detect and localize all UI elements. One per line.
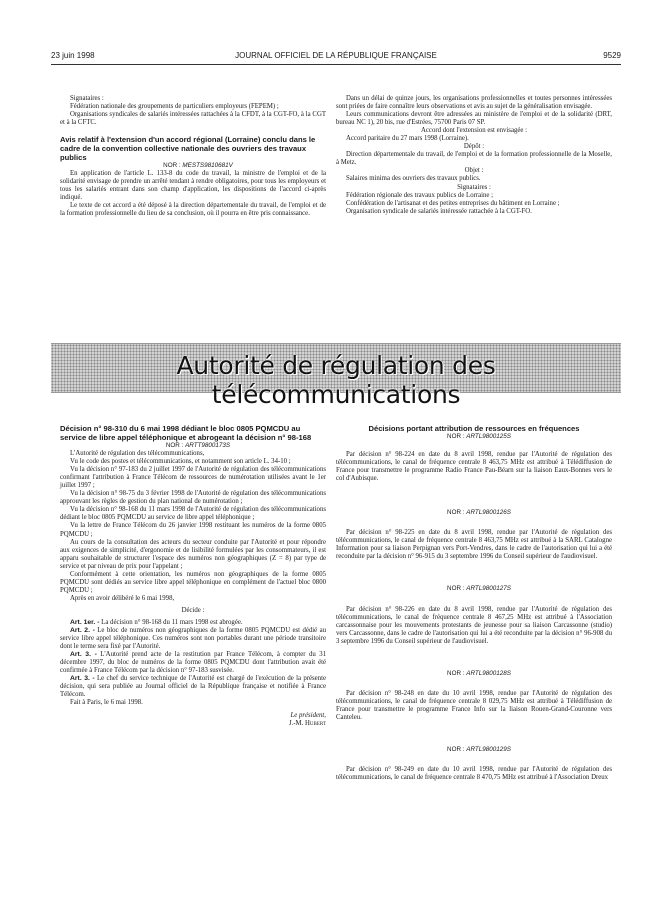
header-journal-title: JOURNAL OFFICIEL DE LA RÉPUBLIQUE FRANÇAISE [235,51,437,60]
nor-reference: NOR : MESTS9810681V [163,162,233,170]
paragraph: Fédération nationale des groupements de particuliers employeurs (FEPEM) ; [70,103,279,111]
paragraph: Organisation syndicale de salariés intéressée rattachée à la CGT-FO. [346,207,532,215]
nor-reference: NOR : ARTL9800125S [447,433,511,440]
decision-paragraph: Par décision n° 98-248 en date du 10 avril 1998, rendue par l'Autorité de régulation des télécommunications, le canal de fréquence centrale 8 029,75 MHz est attribué à Télédiffusion de France pour transmettre le programme France Info sur la liaison Rouen-Grand-Couronne vers Canteleu. [336,689,612,721]
paragraph: Décide : [181,606,205,614]
paragraph: Vu la décision n° 98-75 du 3 février 1998 de l'Autorité de régulation des télécommunications approuvant les règles de gestion du plan national de numérotation ; [60,490,326,506]
signature-name: J.-M. Hubert [288,719,326,727]
paragraph: Vu la décision n° 98-168 du 11 mars 1998 de l'Autorité de régulation des télécommunications dédiant le bloc 0805 PQMCDU au service de libre appel téléphonique ; [60,506,326,522]
paragraph: Fédération régionale des travaux publics de Lorraine ; [346,191,494,199]
notice-title: Avis relatif à l'extension d'un accord régional (Lorraine) conclu dans le cadre de la convention collective nationale des ouvriers des travaux publics [60,135,316,163]
paragraph: Au cours de la consultation des acteurs du secteur conduite par l'Autorité et pour répondre aux exigences de simplicité, d'ergonomie et de lisibilité formulées par les consommateurs, il est apparu souhaitable de structurer l'espace des numéros non géographiques (Z = 8) par type de service et par niveau de prix pour l'appelant ; [60,538,326,570]
paragraph: Conformément à cette orientation, les numéros non géographiques de la forme 0805 PQMCDU sont dédiés au service libre appel téléphonique en complément de l'actuel bloc 0800 PQMCDU ; [60,570,326,594]
page-header [51,51,621,63]
paragraph: L'Autorité de régulation des télécommunications, [70,450,205,458]
header-page-number: 9529 [603,51,621,60]
nor-reference: NOR : ARTL9800127S [447,585,511,593]
article: Art. 1er. - La décision n° 98-168 du 11 mars 1998 est abrogée. [70,618,243,626]
article: Art. 3. - L'Autorité prend acte de la restitution par France Télécom, à compter du 31 décembre 1997, du bloc de numéros de la forme 0805 PQMCDU dont l'attribution avait été confirmée à France Télécom par la décision n° 97-183 susvisée. [60,651,326,675]
paragraph: Vu le code des postes et télécommunications, et notamment son article L. 34-10 ; [70,458,291,466]
decision-paragraph: Par décision n° 98-224 en date du 8 avril 1998, rendue par l'Autorité de régulation des télécommunications, le canal de fréquence centrale 8 463,75 MHz est attribué à Télédiffusion de France pour transmettre le programme Radio France Pau-Béarn sur la liaison Eaux-Bonnes vers le col d'Aubisque. [336,451,612,483]
decisions-title: Décisions portant attribution de ressources en fréquences [368,424,580,433]
decision-paragraph: Par décision n° 98-226 en date du 8 avril 1998, rendue par l'Autorité de régulation des télécommunications, le canal de fréquence centrale 8 467,25 MHz est attribué à l'Association carcassonnaise pour les mouvements protestants de jeunesse pour sa liaison Carcassonne (studio) vers Carcassonne, dans le cadre de l'autorisation qui lui a été reconduite par la décision n° 96-908 du 3 septembre 1996 du Conseil supérieur de l'audiovisuel. [336,605,612,645]
signature-role: Le président, [290,711,326,719]
top-right-column [336,95,612,216]
decision-title: Décision n° 98-310 du 6 mai 1998 dédiant le bloc 0805 PQMCDU au service de libre appel téléphonique et abrogeant la décision n° 98-168 [60,424,312,442]
paragraph: Leurs communications devront être adressées au ministère de l'emploi et de la solidarité (DRT, bureau NC 1), 20 bis, rue d'Estrées, 75700 Paris 07 SP. [336,111,612,127]
section-banner-title: Autorité de régulation des télécommunications [176,351,496,409]
article: Art. 2. - Le bloc de numéros non géographiques de la forme 0805 PQMCDU est dédié au service libre appel téléphonique. Ces numéros sont non portables durant une période transitoire dont le terme sera fixé par l'Autorité. [60,627,327,651]
paragraph: Signataires : [70,95,104,102]
header-rule [51,64,621,65]
paragraph: En application de l'article L. 133-8 du code du travail, la ministre de l'emploi et de la solidarité envisage de prendre un arrêté tendant à rendre obligatoires, pour tous les employeurs et tous les salariés entrant dans son champ d'application, les dispositions de l'accord ci-après indiqué. [60,170,326,202]
paragraph: Organisations syndicales de salariés intéressées rattachées à la CFDT, à la CGT-FO, à la CGT et à la CFTC. [60,111,326,127]
paragraph: Vu la décision n° 97-183 du 2 juillet 1997 de l'Autorité de régulation des télécommunications confirmant l'attribution à France Télécom de ressources de numérotation utilisées avant le 1er juillet 1997 ; [60,466,326,490]
paragraph: Signataires : [457,183,491,191]
paragraph: Confédération de l'artisanat et des petites entreprises du bâtiment en Lorraine ; [346,199,560,207]
bottom-left-column [60,424,326,728]
paragraph: Objet : [464,167,484,175]
paragraph: Direction départementale du travail, de l'emploi et de la formation professionnelle de la Moselle, à Metz. [336,151,612,167]
decision-paragraph: Par décision n° 98-225 en date du 8 avril 1998, rendue par l'Autorité de régulation des télécommunications, le canal de fréquence centrale 8 463,75 MHz est attribué à la SARL Catalogne Information pour sa liaison Perpignan vers Port-Vendres, dans le cadre de l'autorisation qui lui a été reconduite par la décision n° 96-915 du 3 septembre 1996 du Conseil supérieur de l'audiovisuel. [336,529,612,561]
header-date: 23 juin 1998 [51,51,95,60]
article: Art. 3. - Le chef du service technique de l'Autorité est chargé de l'exécution de la présente décision, qui sera publiée au Journal officiel de la République française et notifiée à France Télécom. [60,675,326,699]
nor-reference: NOR : ARTL9800128S [447,669,511,677]
section-banner [51,343,621,409]
nor-reference: NOR : ARTL9800129S [447,745,511,753]
nor-reference: NOR : ARTT9800173S [165,442,231,449]
paragraph: Fait à Paris, le 6 mai 1998. [70,699,143,707]
paragraph: Le texte de cet accord a été déposé à la direction départementale du travail, de l'emploi et de la formation professionnelle du lieu de sa conclusion, où il pourra en être pris connaissance. [60,202,326,218]
paragraph: Accord dont l'extension est envisagée : [421,127,527,135]
bottom-right-column [336,424,612,782]
paragraph: Dans un délai de quinze jours, les organisations professionnelles et toutes personnes intéressées sont priées de faire connaître leurs observations et avis au sujet de la généralisation envisagée. [336,95,612,111]
nor-reference: NOR : ARTL9800126S [447,509,511,517]
paragraph: Vu la lettre de France Télécom du 26 janvier 1998 restituant les numéros de la forme 0805 PQMCDU ; [60,522,326,538]
paragraph: Dépôt : [463,143,485,151]
top-left-column [60,95,326,219]
decision-paragraph: Par décision n° 98-249 en date du 10 avril 1998, rendue par l'Autorité de régulation des télécommunications, le canal de fréquence centrale 8 470,75 MHz est attribué à l'Association Dreux [336,766,612,782]
paragraph: Après en avoir délibéré le 6 mai 1998, [70,594,175,602]
paragraph: Salaires minima des ouvriers des travaux publics. [346,175,481,183]
paragraph: Accord paritaire du 27 mars 1998 (Lorraine). [346,135,469,143]
